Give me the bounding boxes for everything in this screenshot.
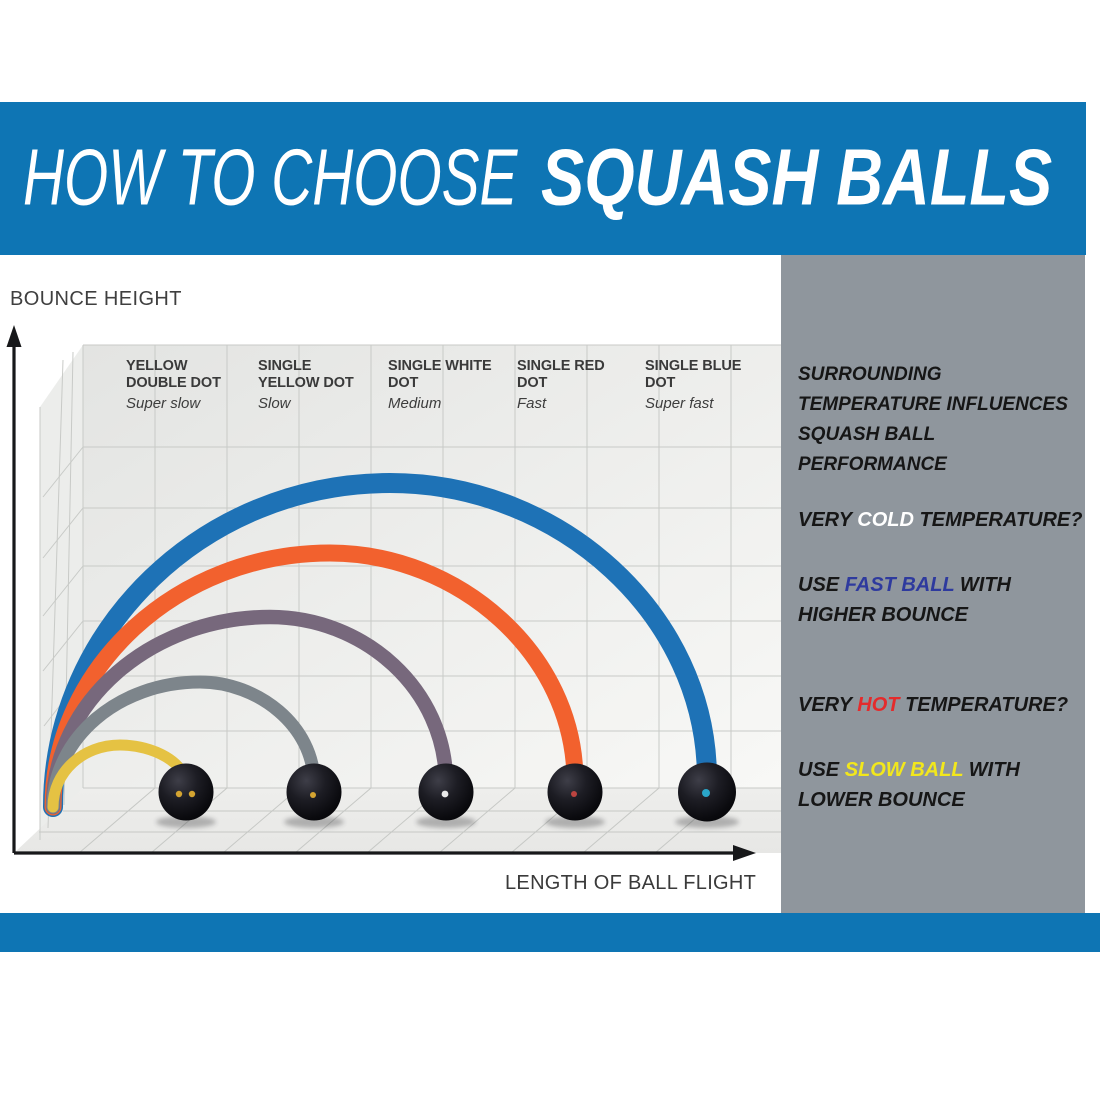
ball-dot xyxy=(310,792,316,798)
x-axis-label: LENGTH OF BALL FLIGHT xyxy=(505,872,757,894)
ball-label-title: SINGLE YELLOW DOT xyxy=(258,358,354,391)
ball-label-yellow-double-dot xyxy=(126,358,238,412)
hot-question-post: TEMPERATURE? xyxy=(899,694,1069,716)
cold-question-post: TEMPERATURE? xyxy=(913,509,1083,531)
header-banner xyxy=(0,102,1086,255)
ball-label-title: SINGLE RED DOT xyxy=(517,358,605,391)
hot-question-pre: VERY xyxy=(798,694,858,716)
ball-dot xyxy=(189,791,195,797)
fast-ball-highlight: FAST BALL xyxy=(844,574,955,596)
page-title-regular: HOW TO CHOOSE xyxy=(23,131,518,221)
y-axis xyxy=(7,325,22,853)
cold-highlight: COLD xyxy=(857,509,914,531)
sidebar-intro-text: SURROUNDING TEMPERATURE INFLUENCES SQUASH BALL PERFORMANCE xyxy=(798,364,1068,475)
cold-question xyxy=(798,505,1083,535)
bounce-chart xyxy=(0,255,781,915)
ball-label-speed: Super slow xyxy=(126,395,201,412)
ball-label-title: SINGLE BLUE DOT xyxy=(645,358,742,391)
ball-single-yellow-dot xyxy=(287,764,342,821)
ball-label-speed: Super fast xyxy=(645,395,714,412)
page-title-bold: SQUASH BALLS xyxy=(541,131,1053,221)
ball-dot xyxy=(571,791,577,797)
ball-label-single-yellow-dot xyxy=(258,358,370,412)
ball-label-speed: Fast xyxy=(517,395,547,412)
ball-label-speed: Slow xyxy=(258,395,291,412)
hot-highlight: HOT xyxy=(857,694,900,716)
hot-question xyxy=(798,690,1068,720)
temperature-sidebar xyxy=(781,255,1085,913)
footer-band xyxy=(0,913,1100,952)
ball-dot xyxy=(442,791,449,798)
ball-yellow-double-dot xyxy=(159,764,214,821)
hot-advice-post: WITH LOWER BOUNCE xyxy=(798,759,1020,811)
ball-label-single-red-dot xyxy=(517,358,629,412)
cold-advice xyxy=(798,570,1068,630)
slow-ball-highlight: SLOW BALL xyxy=(844,759,964,781)
ball-dot xyxy=(702,789,710,797)
y-axis-label: BOUNCE HEIGHT xyxy=(10,288,182,310)
ball-label-single-blue-dot xyxy=(645,358,757,412)
hot-advice xyxy=(798,755,1068,815)
hot-advice-pre: USE xyxy=(798,759,845,781)
cold-question-pre: VERY xyxy=(798,509,858,531)
ball-label-speed: Medium xyxy=(388,395,442,412)
ball-label-single-white-dot xyxy=(388,358,500,412)
ball-label-title: SINGLE WHITE DOT xyxy=(388,358,492,391)
ball-label-title: YELLOW DOUBLE DOT xyxy=(126,358,221,391)
cold-advice-post: WITH HIGHER BOUNCE xyxy=(798,574,1011,626)
ball-dot xyxy=(176,791,182,797)
cold-advice-pre: USE xyxy=(798,574,845,596)
